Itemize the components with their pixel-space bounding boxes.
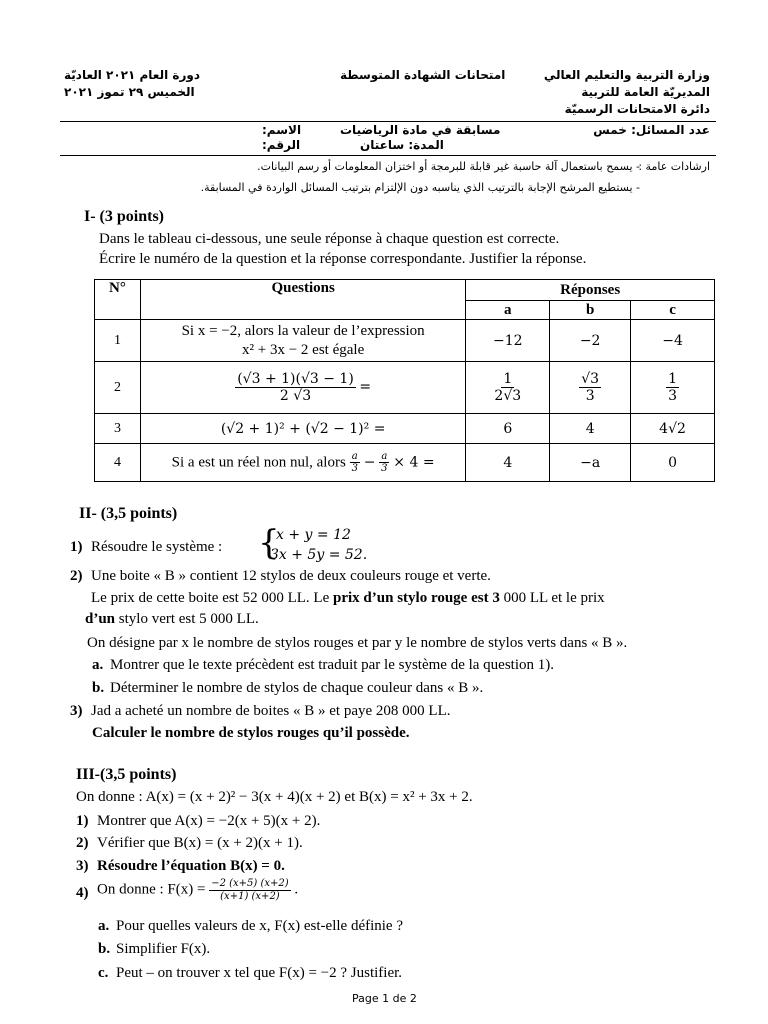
answer-b: [550, 362, 631, 414]
header-divider-bottom: [60, 155, 716, 156]
directorate-title: المديريّة العامة للتربية: [581, 85, 710, 99]
fraction-numerator: 1: [668, 370, 677, 387]
fraction-numerator: (√3 + 1)(√3 − 1): [237, 370, 354, 387]
sub-question-label: b.: [98, 941, 111, 957]
ministry-title: وزارة التربية والتعليم العالي: [543, 68, 710, 82]
text-run: On donne : F(x) =: [97, 881, 206, 898]
text-run-bold: d’un: [85, 611, 116, 627]
question-label: 3): [70, 703, 83, 719]
col-header-b: b: [550, 301, 631, 320]
exams-department-title: دائرة الامتحانات الرسميّة: [564, 102, 710, 116]
question-label: 1): [76, 813, 89, 829]
question-text: Si a est un réel non nul, alors: [171, 453, 346, 470]
question-cell: [140, 362, 465, 414]
question-fraction: [350, 451, 360, 475]
q2-line-2: [91, 590, 605, 607]
fraction-numerator: a: [351, 450, 358, 462]
part1-intro-2: Écrire le numéro de la question et la réponse correspondante. Justifier la réponse.: [99, 251, 587, 267]
question-line: Si x = −2, alors la valeur de l’expression: [181, 322, 425, 339]
answer-fraction: [492, 371, 523, 404]
sub-question-label: c.: [98, 965, 109, 981]
q2a-text: Montrer que le texte précèdent est traduit par le système de la question 1).: [110, 657, 555, 673]
question-label: 4): [76, 885, 89, 901]
question-cell: [140, 320, 465, 362]
answer-b: −a: [550, 444, 631, 482]
instruction-calculator: - يسمح باستعمال آلة حاسبة غير قابلة للبرمجة أو اختزان المعلومات أو رسم البيانات.: [257, 160, 640, 173]
equation-2: 3x + 5y = 52.: [270, 547, 368, 563]
function-fraction: [209, 878, 290, 902]
question-cell: [140, 444, 465, 482]
sub-question-label: a.: [98, 918, 110, 934]
fraction-denominator: 3: [381, 463, 388, 474]
answer-a: −12: [466, 320, 550, 362]
question-label: 2): [70, 568, 83, 584]
name-label: الاسم:: [262, 123, 302, 137]
row-number: 4: [95, 444, 141, 482]
session-label: دورة العام ٢٠٢١ العاديّة: [64, 68, 200, 82]
part3-title: III-(3,5 points): [76, 766, 177, 783]
text-run: 000 LL et le prix: [499, 590, 605, 606]
question-text: × 4 =: [393, 453, 435, 470]
answer-fraction: [666, 371, 679, 404]
col-header-questions: Questions: [140, 280, 465, 320]
q2-line-3: [85, 611, 259, 628]
sub-question-label: a.: [92, 657, 104, 673]
sub-question-label: b.: [92, 680, 105, 696]
part3-q4c: Peut – on trouver x tel que F(x) = −2 ? Justifier.: [116, 965, 403, 981]
fraction-numerator: −2 (x+5) (x+2): [211, 878, 289, 889]
answer-b: −2: [550, 320, 631, 362]
question-cell: (√2 + 1)² + (√2 − 1)² =: [140, 414, 465, 444]
question-label: 2): [76, 835, 89, 851]
part2-title: II- (3,5 points): [79, 505, 178, 522]
fraction-denominator: 2 √3: [279, 388, 312, 404]
problem-count-label: عدد المسائل: خمس: [593, 123, 710, 137]
part3-q4a: Pour quelles valeurs de x, F(x) est-elle définie ?: [116, 918, 403, 934]
table-row: [95, 414, 715, 444]
fraction-numerator: √3: [581, 370, 600, 387]
fraction-denominator: 3: [668, 388, 677, 404]
question-line: x² + 3x − 2 est égale: [242, 341, 365, 358]
col-header-a: a: [466, 301, 550, 320]
question-fraction: [235, 371, 356, 404]
answer-c: −4: [631, 320, 715, 362]
page-number: Page 1 de 2: [352, 992, 417, 1005]
number-label: الرقم:: [262, 138, 301, 152]
date-label: الخميس ٢٩ تموز ٢٠٢١: [64, 85, 195, 99]
part3-q2: Vérifier que B(x) = (x + 2)(x + 1).: [97, 835, 303, 851]
q2-line-4: On désigne par x le nombre de stylos rouges et par y le nombre de stylos verts dans « B ».: [87, 635, 628, 651]
answer-fraction: [579, 371, 601, 404]
row-number: 1: [95, 320, 141, 362]
fraction-denominator: 3: [585, 388, 595, 404]
table-row: [95, 362, 715, 414]
question-label: 1): [70, 539, 83, 555]
col-header-c: c: [631, 301, 715, 320]
part3-q1: Montrer que A(x) = −2(x + 5)(x + 2).: [97, 813, 321, 829]
table-row: [95, 444, 715, 482]
text-run: stylo vert est 5 000 LL.: [115, 611, 259, 627]
row-number: 2: [95, 362, 141, 414]
mcq-table: [94, 279, 715, 482]
header-divider-top: [60, 121, 716, 122]
col-header-reponses: Réponses: [466, 280, 715, 301]
instructions-title: ارشادات عامة :: [638, 160, 710, 173]
system-brace: {: [258, 523, 280, 563]
duration-label: المدة: ساعتان: [360, 138, 444, 152]
part3-intro: On donne : A(x) = (x + 2)² − 3(x + 4)(x + 2) et B(x) = x² + 3x + 2.: [76, 789, 473, 805]
answer-c: [631, 362, 715, 414]
fraction-numerator: 1: [503, 370, 513, 387]
part3-q4: [97, 878, 298, 902]
row-number: 3: [95, 414, 141, 444]
answer-a: 4: [466, 444, 550, 482]
q3-line-2: Calculer le nombre de stylos rouges qu’il possède.: [92, 725, 410, 741]
equation-1: x + y = 12: [276, 527, 351, 543]
q2-line-1: Une boite « B » contient 12 stylos de deux couleurs rouge et verte.: [91, 568, 491, 584]
exam-title: امتحانات الشهادة المتوسطة: [340, 68, 506, 82]
fraction-numerator: a: [381, 450, 388, 462]
question-fraction: [379, 451, 389, 475]
minus-sign: −: [363, 453, 376, 470]
q3-line-1: Jad a acheté un nombre de boites « B » et paye 208 000 LL.: [91, 703, 451, 719]
text-run: .: [294, 881, 299, 898]
system-prompt: Résoudre le système :: [91, 539, 223, 555]
text-run-bold: prix d’un stylo rouge est 3: [333, 590, 500, 606]
answer-a: 6: [466, 414, 550, 444]
table-row: [95, 320, 715, 362]
question-label: 3): [76, 858, 89, 874]
part3-q3: Résoudre l’équation B(x) = 0.: [97, 858, 285, 874]
fraction-denominator: (x+1) (x+2): [220, 890, 280, 902]
equals-sign: =: [359, 378, 372, 395]
part1-title: I- (3 points): [84, 208, 165, 225]
part1-intro-1: Dans le tableau ci-dessous, une seule réponse à chaque question est correcte.: [99, 231, 560, 247]
part3-q4b: Simplifier F(x).: [116, 941, 211, 957]
fraction-denominator: 3: [351, 463, 358, 474]
answer-b: 4: [550, 414, 631, 444]
fraction-denominator: 2√3: [494, 388, 522, 404]
col-header-no: N°: [95, 280, 141, 320]
instruction-order: - يستطيع المرشح الإجابة بالترتيب الذي يناسبه دون الإلتزام بترتيب المسائل الواردة في المسابقة.: [200, 181, 640, 194]
answer-a: [466, 362, 550, 414]
answer-c: 0: [631, 444, 715, 482]
subject-label: مسابقة في مادة الرياضيات: [340, 123, 501, 137]
q2b-text: Déterminer le nombre de stylos de chaque couleur dans « B ».: [110, 680, 484, 696]
answer-c: 4√2: [631, 414, 715, 444]
text-run: Le prix de cette boite est 52 000 LL. Le: [91, 590, 333, 606]
